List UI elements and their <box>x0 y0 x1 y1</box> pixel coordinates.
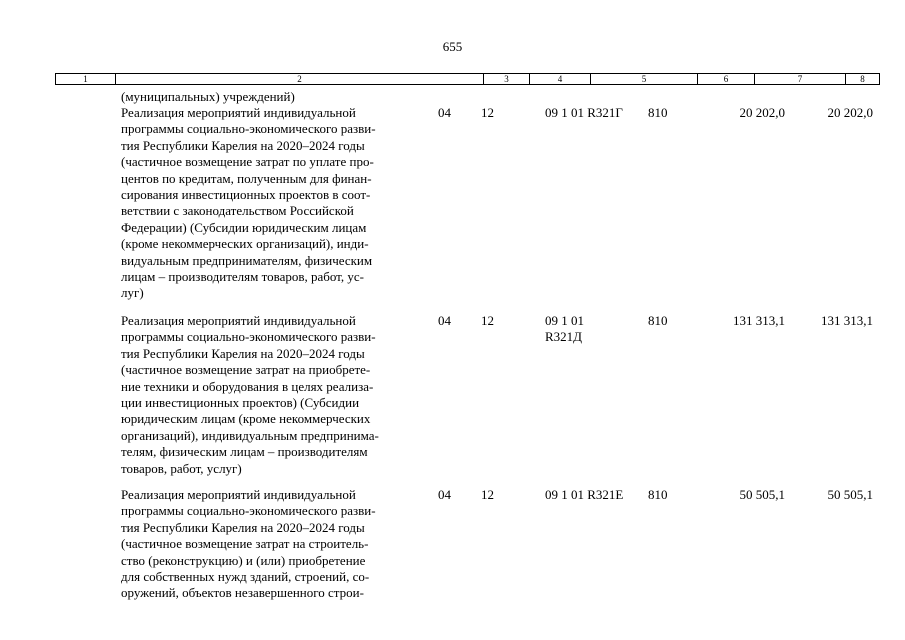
description-line: видуальным предпринимателям, физическим <box>121 252 373 268</box>
amount-col7: 131 313,1 <box>733 313 785 328</box>
description-line: организаций), индивидуальным предпринима- <box>121 427 379 443</box>
target-article-line: R321Д <box>545 329 583 345</box>
description-line: телям, физическим лицам – производителям <box>121 444 368 460</box>
target-article-code <box>545 105 623 121</box>
amount-col8: 131 313,1 <box>821 313 873 328</box>
section-code: 04 <box>438 313 451 328</box>
description-line: Реализация мероприятий индивидуальной <box>121 487 356 502</box>
target-article-code <box>545 487 623 503</box>
column-header-4: 4 <box>557 74 563 84</box>
column-header-2: 2 <box>297 74 302 84</box>
description-line: тия Республики Карелия на 2020–2024 годы <box>121 137 365 153</box>
column-header-8: 8 <box>860 74 865 84</box>
subsection-code: 12 <box>481 105 494 120</box>
description-line: сирования инвестиционных проектов в соот- <box>121 187 371 203</box>
row-description <box>121 105 376 302</box>
expense-type-code: 810 <box>648 105 668 120</box>
description-line: оружений, объектов незавершенного строи- <box>121 585 364 601</box>
description-line: программы социально-экономического разви- <box>121 121 376 137</box>
description-line: лицам – производителям товаров, работ, ус- <box>121 269 364 285</box>
expense-type-code: 810 <box>648 487 668 502</box>
description-line: (частичное возмещение затрат по уплате про- <box>121 154 374 170</box>
section-code: 04 <box>438 105 451 120</box>
description-line: тия Республики Карелия на 2020–2024 годы <box>121 519 365 535</box>
description-line: тия Республики Карелия на 2020–2024 годы <box>121 345 365 361</box>
column-header-1: 1 <box>83 74 88 84</box>
amount-col7: 20 202,0 <box>739 105 785 120</box>
target-article-line: 09 1 01 <box>545 313 584 328</box>
description-line: луг) <box>121 285 144 301</box>
subsection-code: 12 <box>481 313 494 328</box>
description-line: (частичное возмещение затрат на приобрете- <box>121 362 371 378</box>
target-article-code <box>545 313 584 346</box>
amount-col8: 20 202,0 <box>827 105 873 120</box>
target-article-line: 09 1 01 R321Е <box>545 487 624 502</box>
description-line: Реализация мероприятий индивидуальной <box>121 105 356 120</box>
column-header-7: 7 <box>797 74 803 84</box>
column-header-3: 3 <box>504 74 509 84</box>
description-line: (кроме некоммерческих организаций), инди- <box>121 236 369 252</box>
description-line: для собственных нужд зданий, строений, со- <box>121 569 370 585</box>
amount-col7: 50 505,1 <box>739 487 785 502</box>
continuation-line: (муниципальных) учреждений) <box>121 89 295 104</box>
row-description <box>121 313 379 477</box>
description-line: ции инвестиционных проектов) (Субсидии <box>121 395 360 411</box>
description-line: Федерации) (Субсидии юридическим лицам <box>121 219 367 235</box>
description-line: юридическим лицам (кроме некоммерческих <box>121 411 371 427</box>
expense-type-code: 810 <box>648 313 668 328</box>
section-code: 04 <box>438 487 451 502</box>
subsection-code: 12 <box>481 487 494 502</box>
column-header-row <box>55 73 880 85</box>
description-line: программы социально-экономического разви- <box>121 329 376 345</box>
description-line: товаров, работ, услуг) <box>121 460 242 476</box>
row-description <box>121 487 376 602</box>
description-line: ние техники и оборудования в целях реализа- <box>121 378 374 394</box>
page-number: 655 <box>442 39 463 54</box>
description-line: ство (реконструкцию) и (или) приобретение <box>121 552 366 568</box>
description-line: ветствии с законодательством Российской <box>121 203 354 219</box>
description-line: Реализация мероприятий индивидуальной <box>121 313 356 328</box>
amount-col8: 50 505,1 <box>827 487 873 502</box>
column-header-5: 5 <box>641 74 647 84</box>
target-article-line: 09 1 01 R321Г <box>545 105 623 120</box>
column-header-6: 6 <box>723 74 729 84</box>
description-line: (частичное возмещение затрат на строитель- <box>121 536 369 552</box>
description-line: программы социально-экономического разви- <box>121 503 376 519</box>
description-line: центов по кредитам, полученным для финан- <box>121 170 372 186</box>
